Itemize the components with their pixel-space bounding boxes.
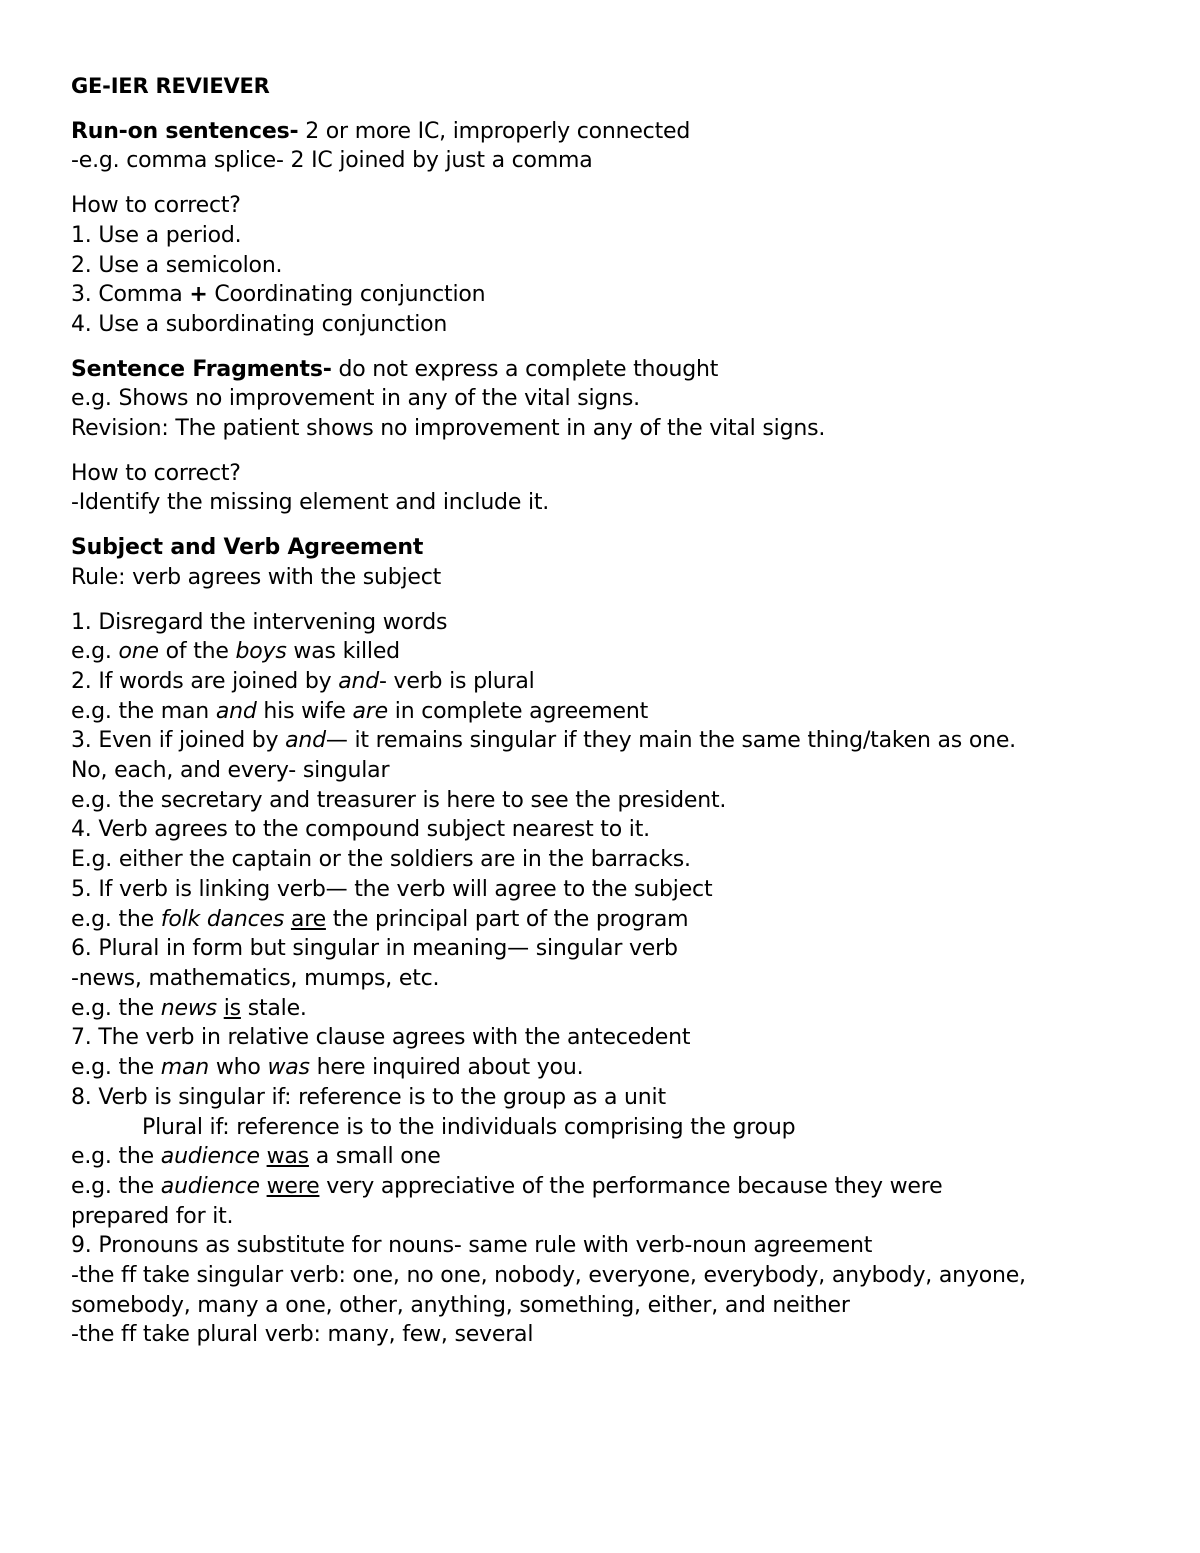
underlined-text: were [266,1173,320,1199]
text: e.g. the [71,1144,161,1170]
italic-text: and [338,668,380,694]
rule-6: 6. Plural in form but singular in meaning— singular verb [71,936,678,962]
italic-text: and [285,728,326,754]
text: 3. Even if joined by [71,728,286,754]
underlined-text: is [223,995,241,1021]
italic-text: and [215,698,257,724]
rule-8: 8. Verb is singular if: reference is to the group as a unit [71,1084,666,1110]
italic-text: are [352,698,388,724]
rule-7-example [71,1053,1151,1083]
runon-definition [71,117,1151,147]
text: his wife [256,698,353,724]
runon-step-3-rest: Coordinating conjunction [207,282,486,308]
text: - verb is plural [379,668,535,694]
rule-8-example-2-cont: prepared for it. [71,1203,234,1229]
underlined-text: was [266,1144,309,1170]
rule-4: 4. Verb agrees to the compound subject nearest to it. [71,817,650,843]
runon-step-3 [71,280,1151,310]
runon-step-4: 4. Use a subordinating conjunction [71,311,448,337]
text: here inquired about you. [309,1055,584,1081]
agreement-heading-text: Subject and Verb Agreement [71,535,424,561]
fragments-example: e.g. Shows no improvement in any of the vital signs. [71,386,640,412]
rule-6-list: -news, mathematics, mumps, etc. [71,965,440,991]
fragments-definition [71,355,1151,385]
rule-8-example-1 [71,1142,1151,1172]
rule-8-plural: Plural if: reference is to the individuals comprising the group [142,1114,796,1140]
runon-step-1: 1. Use a period. [71,222,242,248]
spacer [71,102,1151,117]
spacer [71,176,1151,191]
fragments-fix: -Identify the missing element and include it. [71,490,550,516]
text: e.g. the man [71,698,216,724]
runon-step-3-start: 3. Comma [71,282,190,308]
text: stale. [240,995,307,1021]
document-title: GE-IER REVIEVER [71,74,270,98]
text: the principal part of the program [325,906,689,932]
rule-9-plural: -the ff take plural verb: many, few, several [71,1322,534,1348]
plus-icon: + [189,282,208,308]
document-page [71,72,1151,1350]
rule-2-example [71,697,1151,727]
rule-5: 5. If verb is linking verb— the verb will agree to the subject [71,876,713,902]
rule-3 [71,726,1151,756]
rule-6-example [71,994,1151,1024]
spacer [71,444,1151,459]
text [260,1144,267,1169]
spacer [71,593,1151,608]
fragments-def-text: do not express a complete thought [331,356,719,382]
spacer [71,518,1151,533]
text [284,907,291,932]
text: 2. If words are joined by [71,668,339,694]
italic-text: man [160,1055,210,1081]
rule-9-singular-cont: somebody, many a one, other, anything, something, either, and neither [71,1292,850,1318]
text: — it remains singular if they main the same thing/taken as one. [325,728,1016,754]
agreement-heading [71,533,1151,563]
text [260,1174,267,1199]
rule-2 [71,667,1151,697]
text: in complete agreement [387,698,648,724]
italic-text: folk dances [160,906,285,932]
spacer [71,340,1151,355]
fragments-revision: Revision: The patient shows no improvement in any of the vital signs. [71,416,826,442]
runon-example: -e.g. comma splice- 2 IC joined by just a comma [71,148,593,174]
italic-text: news [160,995,217,1021]
rule-1: 1. Disregard the intervening words [71,609,448,635]
text: very appreciative of the performance because they were [319,1173,943,1199]
italic-text: boys [235,639,287,665]
text: of the [158,639,236,665]
italic-text: was [267,1055,310,1081]
runon-def-text: 2 or more IC, improperly connected [298,118,691,144]
runon-step-2: 2. Use a semicolon. [71,252,283,278]
text: e.g. the [71,1055,161,1081]
rule-9-singular: -the ff take singular verb: one, no one, nobody, everyone, everybody, anybody, anyone, [71,1263,1026,1289]
italic-text: one [118,639,159,665]
rule-5-example [71,905,1151,935]
runon-how-to-correct: How to correct? [71,193,241,219]
text: e.g. the [71,995,161,1021]
fragments-heading: Sentence Fragments- [71,356,332,382]
rule-1-example [71,637,1151,667]
fragments-how-to-correct: How to correct? [71,460,241,486]
rule-4-example: E.g. either the captain or the soldiers are in the barracks. [71,847,691,873]
rule-8-example-2 [71,1172,1151,1202]
italic-text: audience [160,1144,260,1170]
rule-3-example: e.g. the secretary and treasurer is here to see the president. [71,787,727,813]
agreement-rule: Rule: verb agrees with the subject [71,564,442,590]
text: e.g. [71,639,119,665]
rule-9: 9. Pronouns as substitute for nouns- same rule with verb-noun agreement [71,1233,873,1259]
text [217,996,224,1021]
italic-text: audience [160,1173,260,1199]
text: was killed [286,639,400,665]
runon-heading: Run-on sentences- [71,118,299,144]
underlined-text: are [290,906,326,932]
text: e.g. the [71,906,161,932]
rule-7: 7. The verb in relative clause agrees with the antecedent [71,1025,691,1051]
text: who [209,1055,268,1081]
text: a small one [308,1144,441,1170]
rule-3-note: No, each, and every- singular [71,758,390,784]
text: e.g. the [71,1173,161,1199]
